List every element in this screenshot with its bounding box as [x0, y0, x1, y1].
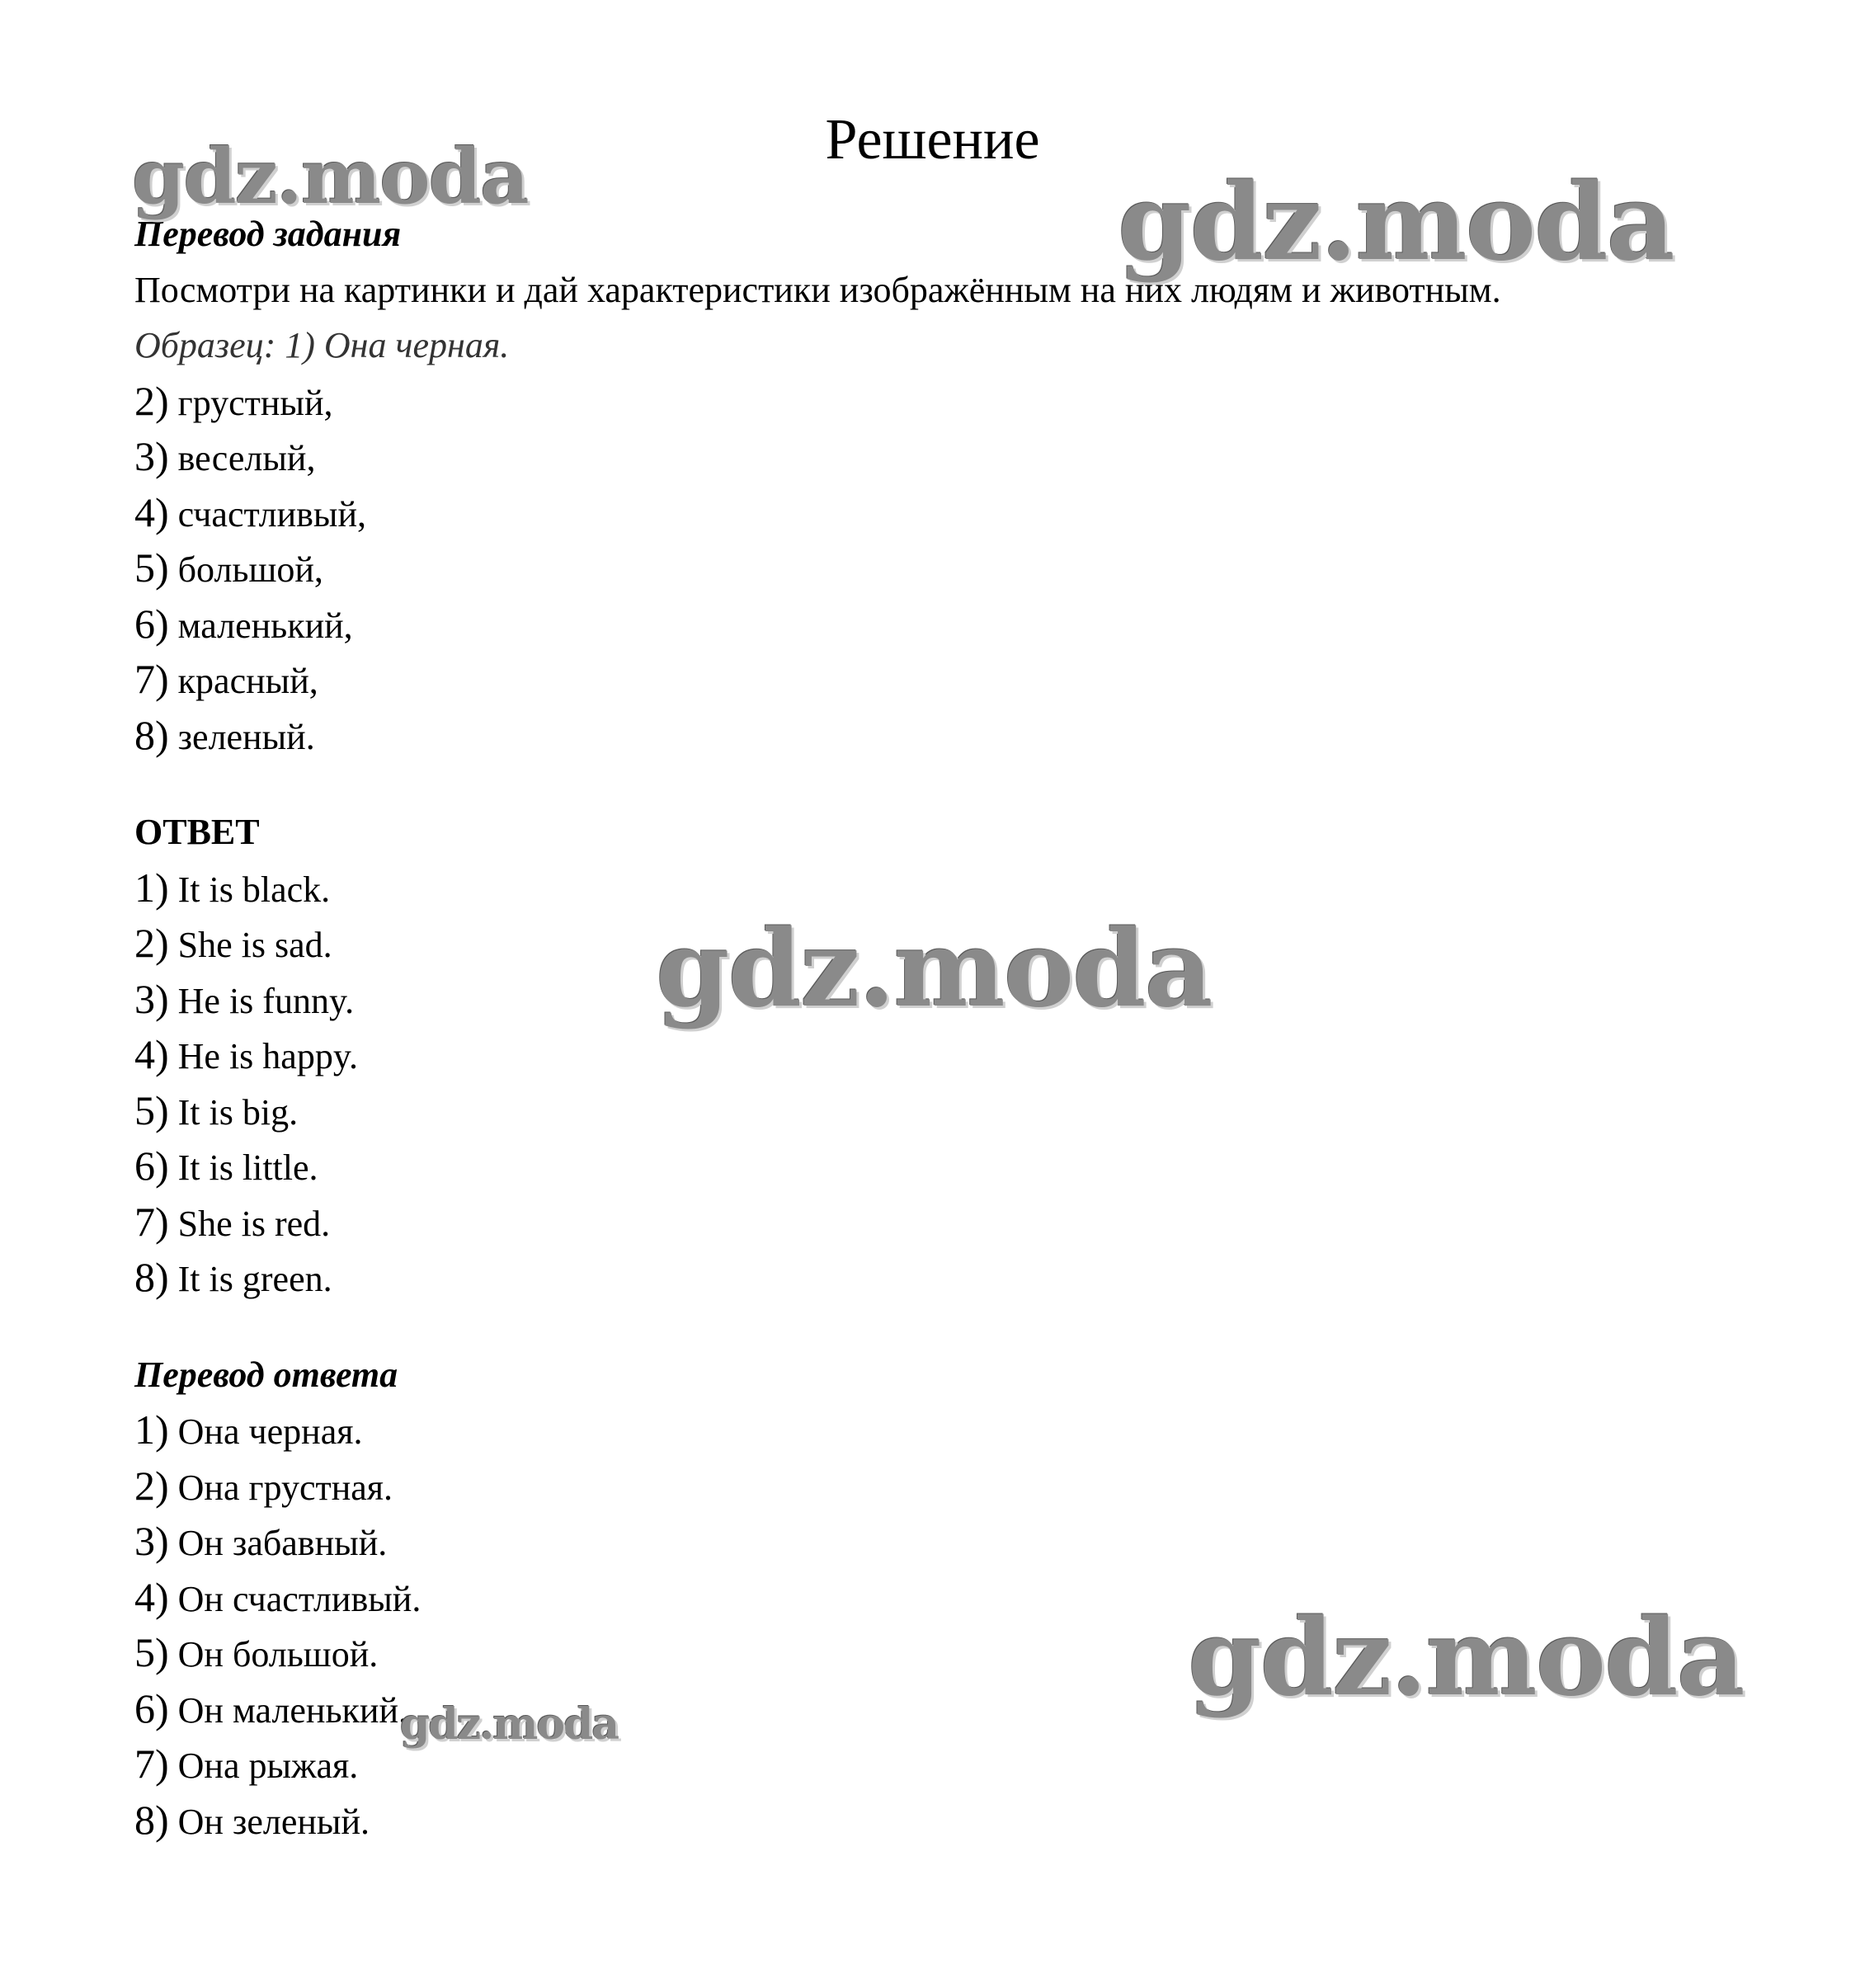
task-instruction: Посмотри на картинки и дай характеристики изображённым на них людям и животным.: [134, 269, 1501, 310]
translation-item-number: 2): [134, 1462, 169, 1509]
translation-item-text: Он забавный.: [177, 1523, 388, 1563]
answer-item-text: He is happy.: [177, 1036, 358, 1076]
answer-heading: ОТВЕТ: [134, 812, 260, 852]
watermark: gdz.moda: [1188, 1596, 1744, 1720]
task-item-number: 7): [134, 656, 169, 702]
watermark: gdz.moda: [132, 132, 528, 221]
translation-item-text: Она черная.: [177, 1411, 363, 1452]
task-item-number: 3): [134, 433, 169, 479]
answer-item-text: It is little.: [177, 1147, 318, 1188]
task-item-number: 8): [134, 711, 169, 758]
answer-item-number: 7): [134, 1198, 169, 1245]
task-heading: Перевод задания: [134, 214, 402, 254]
task-item: [134, 596, 1784, 652]
translation-item-number: 1): [134, 1406, 169, 1453]
task-item-text: красный,: [177, 661, 318, 701]
task-item-text: маленький,: [177, 605, 353, 646]
task-item: [134, 652, 1784, 708]
task-item: [134, 485, 1784, 541]
translation-item: [134, 1458, 1784, 1515]
answer-item-text: It is big.: [177, 1091, 299, 1133]
task-example: Образец: 1) Она черная.: [134, 325, 510, 365]
translation-item: [134, 1514, 1784, 1570]
answer-item-text: It is green.: [177, 1259, 332, 1299]
answer-item-number: 4): [134, 1031, 169, 1077]
section-spacer: [134, 763, 1784, 804]
answer-item-number: 3): [134, 975, 169, 1022]
task-item-text: грустный,: [177, 382, 333, 423]
answer-item-number: 1): [134, 864, 169, 911]
answer-item-text: She is red.: [177, 1203, 331, 1244]
task-item-number: 6): [134, 600, 169, 647]
task-item-number: 4): [134, 488, 169, 535]
translation-item-text: Она грустная.: [177, 1467, 393, 1508]
translation-item-number: 3): [134, 1518, 169, 1564]
task-item: [134, 429, 1784, 485]
task-item-text: счастливый,: [177, 493, 367, 535]
task-item-text: веселый,: [177, 438, 316, 478]
task-item: [134, 708, 1784, 764]
translation-heading: Перевод ответа: [134, 1354, 398, 1395]
answer-item-number: 2): [134, 920, 169, 966]
translation-item-text: Он маленький.: [177, 1689, 408, 1731]
translation-item-number: 8): [134, 1796, 169, 1843]
section-spacer: [134, 1306, 1784, 1347]
translation-item-text: Он зеленый.: [177, 1801, 370, 1842]
page-title: Решение: [825, 108, 1040, 172]
translation-item-number: 5): [134, 1629, 169, 1675]
watermark: gdz.moda: [400, 1699, 619, 1750]
answer-item-number: 5): [134, 1086, 169, 1133]
watermark: gdz.moda: [1118, 161, 1674, 285]
answer-item-text: It is black.: [177, 869, 331, 910]
translation-item-number: 6): [134, 1684, 169, 1731]
translation-item-text: Он большой.: [177, 1634, 379, 1675]
task-item-text: зеленый.: [177, 716, 315, 757]
task-item: [134, 374, 1784, 430]
answer-item-text: She is sad.: [177, 925, 332, 965]
answer-item: [134, 1083, 1784, 1139]
watermark: gdz.moda: [656, 907, 1212, 1031]
translation-item: [134, 1736, 1784, 1792]
translation-item: [134, 1402, 1784, 1458]
translation-item-text: Он счастливый.: [177, 1578, 422, 1619]
answer-item-number: 6): [134, 1142, 169, 1189]
answer-item: [134, 1138, 1784, 1194]
translation-item-text: Она рыжая.: [177, 1745, 359, 1786]
answer-item: [134, 1250, 1784, 1306]
answer-item: [134, 1027, 1784, 1083]
task-item-text: большой,: [177, 549, 323, 590]
task-item: [134, 540, 1784, 596]
task-item-number: 5): [134, 544, 169, 591]
translation-item: [134, 1792, 1784, 1849]
translation-item-number: 4): [134, 1573, 169, 1620]
answer-item: [134, 1194, 1784, 1251]
task-item-number: 2): [134, 377, 169, 424]
answer-item-number: 8): [134, 1254, 169, 1300]
translation-item-number: 7): [134, 1741, 169, 1787]
answer-item-text: He is funny.: [177, 980, 355, 1021]
